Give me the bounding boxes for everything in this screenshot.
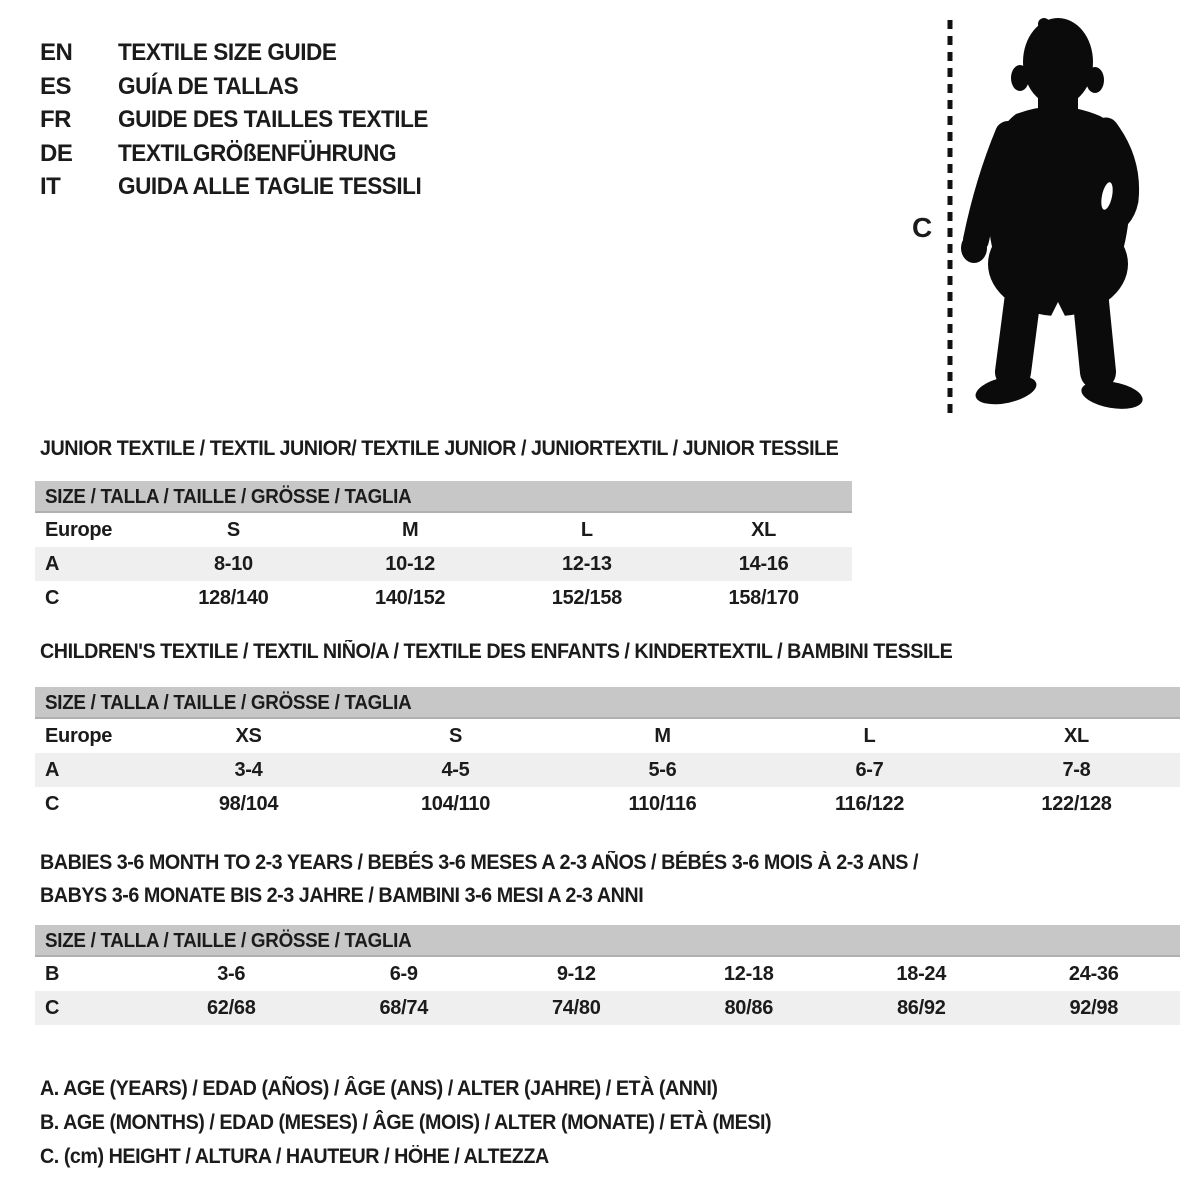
language-title-list bbox=[40, 36, 448, 204]
legend-line-text: A. AGE (YEARS) / EDAD (AÑOS) / ÂGE (ANS) / ALTER (JAHRE) / ETÀ (ANNI) bbox=[40, 1077, 718, 1100]
size-cell: M bbox=[401, 519, 419, 541]
row-label: A bbox=[45, 759, 60, 781]
table-row bbox=[35, 581, 852, 615]
table-header-text: SIZE / TALLA / TAILLE / GRÖSSE / TAGLIA bbox=[45, 692, 412, 714]
size-cell: 14-16 bbox=[738, 553, 789, 575]
size-cell: 116/122 bbox=[834, 793, 905, 815]
language-row bbox=[40, 103, 448, 137]
language-code: ES bbox=[40, 72, 72, 100]
language-title: GUIDE DES TAILLES TEXTILE bbox=[118, 106, 428, 133]
row-label: C bbox=[45, 587, 60, 609]
size-cell: 10-12 bbox=[385, 553, 435, 575]
language-code: IT bbox=[40, 173, 61, 200]
size-cell: 158/170 bbox=[728, 587, 799, 609]
language-row bbox=[40, 36, 448, 70]
language-code: DE bbox=[40, 139, 73, 167]
legend-line bbox=[40, 1140, 818, 1174]
size-cell: 152/158 bbox=[551, 587, 622, 609]
size-cell: 6-7 bbox=[855, 759, 884, 781]
size-cell: 122/128 bbox=[1041, 793, 1112, 815]
language-row bbox=[40, 70, 448, 104]
language-row bbox=[40, 137, 448, 171]
size-cell: XL bbox=[751, 519, 777, 541]
table-header-text: SIZE / TALLA / TAILLE / GRÖSSE / TAGLIA bbox=[45, 486, 412, 508]
babies-size-table bbox=[35, 925, 1180, 1025]
table-header bbox=[35, 925, 1180, 957]
table-header-text: SIZE / TALLA / TAILLE / GRÖSSE / TAGLIA bbox=[45, 930, 412, 952]
height-measure-label: C bbox=[912, 212, 933, 243]
size-cell: 12-13 bbox=[562, 553, 612, 575]
size-cell: L bbox=[580, 519, 593, 541]
size-cell: 140/152 bbox=[375, 587, 446, 609]
size-cell: 104/110 bbox=[420, 793, 491, 815]
language-title: GUÍA DE TALLAS bbox=[118, 72, 299, 100]
section-title-children bbox=[40, 640, 1011, 664]
children-size-table bbox=[35, 687, 1180, 821]
size-cell: 5-6 bbox=[648, 759, 677, 781]
language-code: FR bbox=[40, 106, 71, 133]
section-title-junior bbox=[40, 437, 889, 461]
row-label: A bbox=[45, 553, 60, 575]
size-cell: 92/98 bbox=[1069, 997, 1119, 1019]
size-cell: S bbox=[226, 519, 240, 541]
table-row bbox=[35, 753, 1180, 787]
size-cell: 8-10 bbox=[213, 553, 253, 575]
language-title: TEXTILGRÖßENFÜHRUNG bbox=[118, 139, 397, 167]
table-row bbox=[35, 719, 1180, 753]
row-label: B bbox=[45, 963, 60, 985]
table-row bbox=[35, 957, 1180, 991]
section-title-text: CHILDREN'S TEXTILE / TEXTIL NIÑO/A / TEXTILE DES ENFANTS / KINDERTEXTIL / BAMBINI TESSILE bbox=[40, 640, 953, 663]
size-cell: 3-4 bbox=[234, 759, 263, 781]
junior-size-table bbox=[35, 481, 852, 615]
language-title: GUIDA ALLE TAGLIE TESSILI bbox=[118, 173, 422, 200]
table-row bbox=[35, 991, 1180, 1025]
legend-line bbox=[40, 1072, 818, 1106]
row-label: Europe bbox=[45, 519, 113, 541]
size-cell: M bbox=[654, 725, 671, 747]
size-cell: 62/68 bbox=[206, 997, 256, 1019]
toddler-silhouette-graphic bbox=[908, 12, 1148, 422]
size-cell: S bbox=[448, 725, 463, 747]
legend-line bbox=[40, 1106, 818, 1140]
table-header bbox=[35, 687, 1180, 719]
language-title: TEXTILE SIZE GUIDE bbox=[118, 39, 337, 66]
size-cell: 18-24 bbox=[896, 963, 947, 985]
size-cell: XL bbox=[1064, 725, 1089, 747]
legend-line-text: C. (cm) HEIGHT / ALTURA / HAUTEUR / HÖHE / ALTEZZA bbox=[40, 1145, 549, 1168]
size-cell: 74/80 bbox=[551, 997, 601, 1019]
measure-legend bbox=[40, 1072, 818, 1174]
size-cell: 98/104 bbox=[218, 793, 279, 815]
section-title-text: BABYS 3-6 MONATE BIS 2-3 JAHRE / BAMBINI 3-6 MESI A 2-3 ANNI bbox=[40, 884, 644, 907]
size-cell: XS bbox=[235, 725, 262, 747]
size-cell: 7-8 bbox=[1062, 759, 1091, 781]
size-cell: 68/74 bbox=[379, 997, 429, 1019]
table-row bbox=[35, 547, 852, 581]
section-title-text: JUNIOR TEXTILE / TEXTIL JUNIOR/ TEXTILE JUNIOR / JUNIORTEXTIL / JUNIOR TESSILE bbox=[40, 437, 839, 460]
language-row bbox=[40, 170, 448, 204]
row-label: Europe bbox=[45, 725, 113, 747]
size-cell: 6-9 bbox=[389, 963, 418, 985]
size-cell: 110/116 bbox=[628, 793, 697, 815]
language-code: EN bbox=[40, 39, 73, 66]
row-label: C bbox=[45, 997, 60, 1019]
size-cell: 86/92 bbox=[896, 997, 946, 1019]
size-cell: 3-6 bbox=[217, 963, 246, 985]
height-figure bbox=[908, 12, 1148, 424]
size-cell: 9-12 bbox=[556, 963, 596, 985]
size-cell: L bbox=[863, 725, 876, 747]
size-cell: 128/140 bbox=[198, 587, 269, 609]
size-cell: 80/86 bbox=[724, 997, 774, 1019]
legend-line-text: B. AGE (MONTHS) / EDAD (MESES) / ÂGE (MOIS) / ALTER (MONATE) / ETÀ (MESI) bbox=[40, 1111, 772, 1134]
size-cell: 24-36 bbox=[1068, 963, 1119, 985]
table-header bbox=[35, 481, 852, 513]
size-cell: 4-5 bbox=[441, 759, 470, 781]
table-row bbox=[35, 787, 1180, 821]
table-row bbox=[35, 513, 852, 547]
row-label: C bbox=[45, 793, 60, 815]
section-title-text: BABIES 3-6 MONTH TO 2-3 YEARS / BEBÉS 3-6 MESES A 2-3 AÑOS / BÉBÉS 3-6 MOIS À 2-3 ANS / bbox=[40, 851, 918, 874]
section-title-babies bbox=[40, 846, 974, 912]
size-cell: 12-18 bbox=[723, 963, 774, 985]
